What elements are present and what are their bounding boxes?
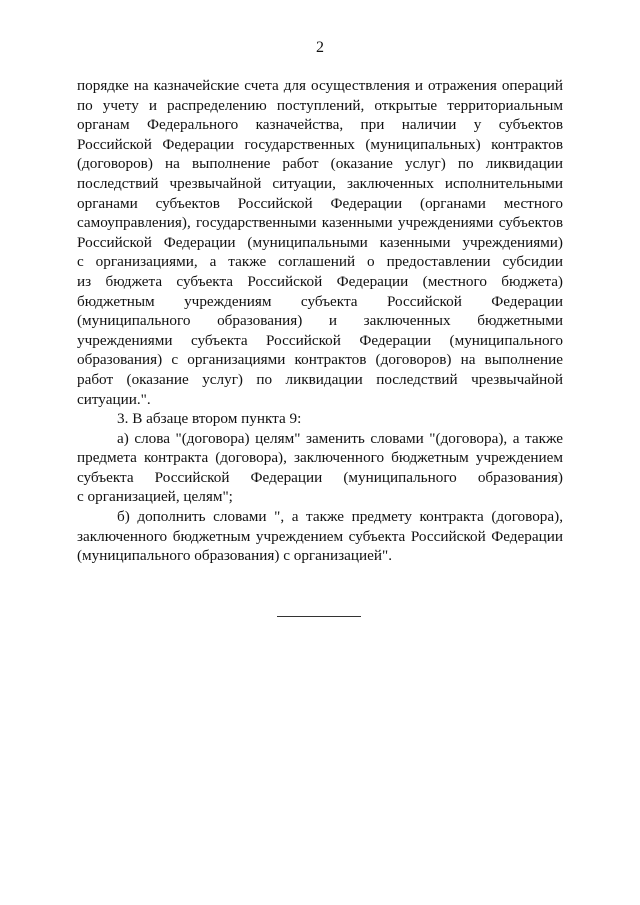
text-line: образования) с организациями контрактов (договоров) на выполнение (77, 351, 563, 369)
text-line: Российской Федерации государственных (муниципальных) контрактов (77, 135, 563, 153)
text-line: учреждениями субъекта Российской Федерации (муниципального (77, 331, 563, 349)
text-line: ситуации.". (77, 390, 151, 408)
text-line: а) слова "(договора) целям" заменить словами "(договора), а также (117, 429, 563, 447)
end-separator-line (277, 616, 361, 617)
document-body (77, 76, 563, 566)
text-line: последствий чрезвычайной ситуации, заключенных исполнительными (77, 174, 563, 192)
page-number: 2 (316, 39, 324, 56)
text-line: предмета контракта (договора), заключенного бюджетным учреждением (77, 449, 563, 467)
text-line: из бюджета субъекта Российской Федерации (местного бюджета) (77, 272, 563, 290)
text-line: работ (оказание услуг) по ликвидации последствий чрезвычайной (77, 370, 563, 388)
text-line: с организациями, а также соглашений о предоставлении субсидии (77, 253, 563, 271)
text-line: субъекта Российской Федерации (муниципального образования) (77, 468, 563, 486)
text-line: б) дополнить словами ", а также предмету контракта (договора), (117, 508, 563, 526)
text-line: (муниципального образования) с организацией". (77, 547, 393, 565)
text-line: по учету и распределению поступлений, открытые территориальным (77, 96, 563, 114)
text-line: органам Федерального казначейства, при наличии у субъектов (77, 116, 563, 134)
text-line: органами субъектов Российской Федерации (органами местного (77, 194, 563, 212)
text-line: порядке на казначейские счета для осуществления и отражения операций (77, 77, 563, 94)
text-line: заключенного бюджетным учреждением субъекта Российской Федерации (77, 527, 563, 545)
text-line: (договоров) на выполнение работ (оказание услуг) по ликвидации (77, 155, 563, 173)
text-line: самоуправления), государственными казенными учреждениями субъектов (77, 214, 563, 232)
text-line: Российской Федерации (муниципальными казенными учреждениями) (77, 233, 563, 251)
text-line: бюджетным учреждениям субъекта Российской Федерации (77, 292, 563, 310)
text-line: с организацией, целям"; (77, 488, 233, 506)
section-heading: 3. В абзаце втором пункта 9: (117, 410, 302, 428)
text-line: (муниципального образования) и заключенных бюджетными (77, 312, 563, 330)
